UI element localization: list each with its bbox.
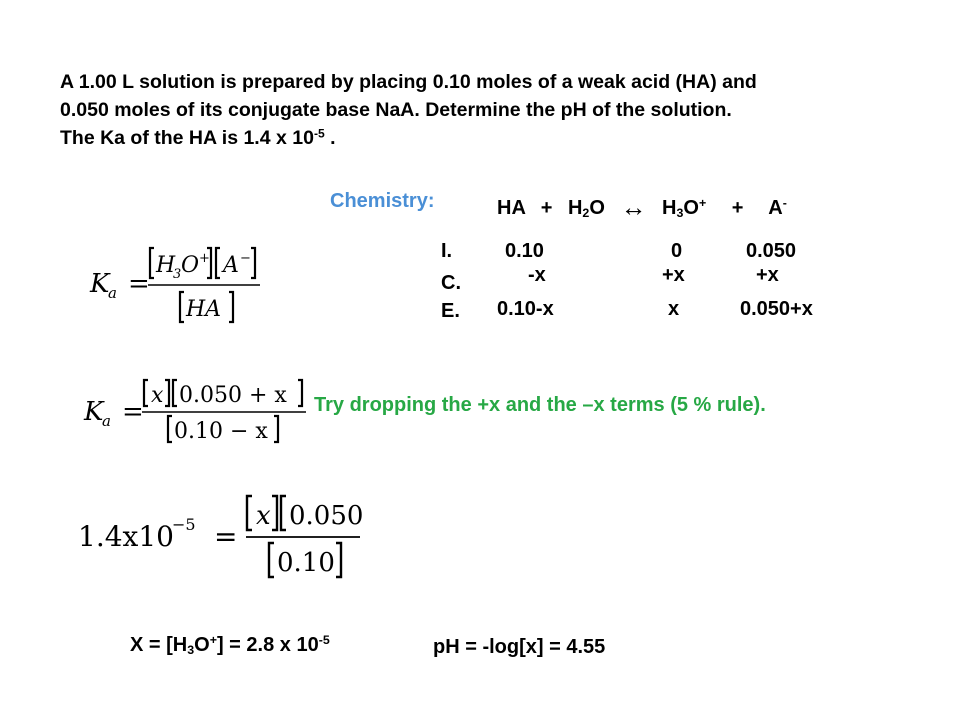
svg-text:=: = (122, 397, 144, 427)
problem-statement (60, 68, 757, 152)
ice-initial-h3o: 0 (671, 240, 683, 262)
ka-symbol: K (90, 269, 110, 299)
svg-text:K: K (84, 397, 104, 427)
ice-initial-ha: 0.10 (505, 240, 544, 262)
ka-substituted-equation (80, 376, 310, 448)
product-hydronium: $H_3O^+$ (662, 196, 707, 221)
reactant-ha: HA (497, 197, 526, 219)
svg-text:−5: −5 (172, 515, 196, 534)
svg-text:0.10: 0.10 (277, 548, 335, 578)
equilibrium-arrow-icon: ↔ (620, 192, 647, 222)
ice-label-equilibrium: E. (441, 300, 460, 322)
ice-change-ha: -x (528, 264, 546, 286)
svg-text:H: H (156, 253, 176, 278)
svg-text:−: − (240, 251, 251, 266)
svg-text:0.050 + x: 0.050 + x (179, 383, 287, 408)
svg-text:O: O (181, 253, 200, 278)
svg-text:x: x (151, 383, 164, 408)
svg-text:0.050: 0.050 (289, 501, 364, 531)
plus-sign: + (731, 197, 744, 219)
product-anion: A- (768, 196, 787, 219)
ice-equil-ha: 0.10-x (497, 298, 554, 320)
ice-label-change: C. (441, 272, 461, 294)
svg-text:x: x (256, 501, 271, 531)
svg-text:+: + (199, 251, 210, 266)
reactant-water: $H_2O$ (567, 197, 605, 221)
equals-sign: = (128, 269, 150, 299)
chemistry-label: Chemistry: (330, 190, 435, 212)
svg-text:A: A (223, 253, 239, 278)
svg-text:0.10 − x: 0.10 − x (174, 419, 268, 444)
problem-line-3 (60, 124, 757, 152)
x-result: $X = [H_3O^+] = 2.8$ x $10^{-5}$ (130, 633, 330, 658)
ph-result: pH = -log[x] = 4.55 (433, 636, 606, 658)
ice-equil-h3o: x (668, 298, 680, 320)
svg-text:1.4x10: 1.4x10 (78, 520, 174, 553)
ka-exponent: -5 (313, 126, 325, 141)
svg-text:3: 3 (173, 267, 182, 282)
ice-change-h3o: +x (662, 264, 685, 286)
ice-initial-a: 0.050 (746, 240, 797, 262)
ka-general-equation (80, 240, 290, 330)
svg-text:a: a (102, 412, 111, 430)
ice-change-a: +x (756, 264, 779, 286)
plus-sign: + (540, 197, 553, 219)
problem-line-2: 0.050 moles of its conjugate base NaA. Determine the pH of the solution. (60, 99, 732, 121)
reaction-equation (497, 192, 787, 223)
ice-label-initial: I. (441, 240, 453, 262)
ice-equil-a: 0.050+x (740, 298, 813, 320)
ka-numeric-equation (74, 490, 364, 582)
svg-text:a: a (108, 284, 117, 302)
ka-suffix: . (324, 127, 336, 149)
svg-text:HA: HA (186, 297, 222, 322)
svg-text:=: = (214, 520, 238, 553)
ka-prefix: The Ka of the HA is 1.4 x 10 (60, 127, 314, 149)
problem-line-1: A 1.00 L solution is prepared by placing 0.10 moles of a weak acid (HA) and (60, 71, 757, 93)
five-percent-rule-hint: Try dropping the +x and the –x terms (5 % rule). (314, 394, 766, 416)
